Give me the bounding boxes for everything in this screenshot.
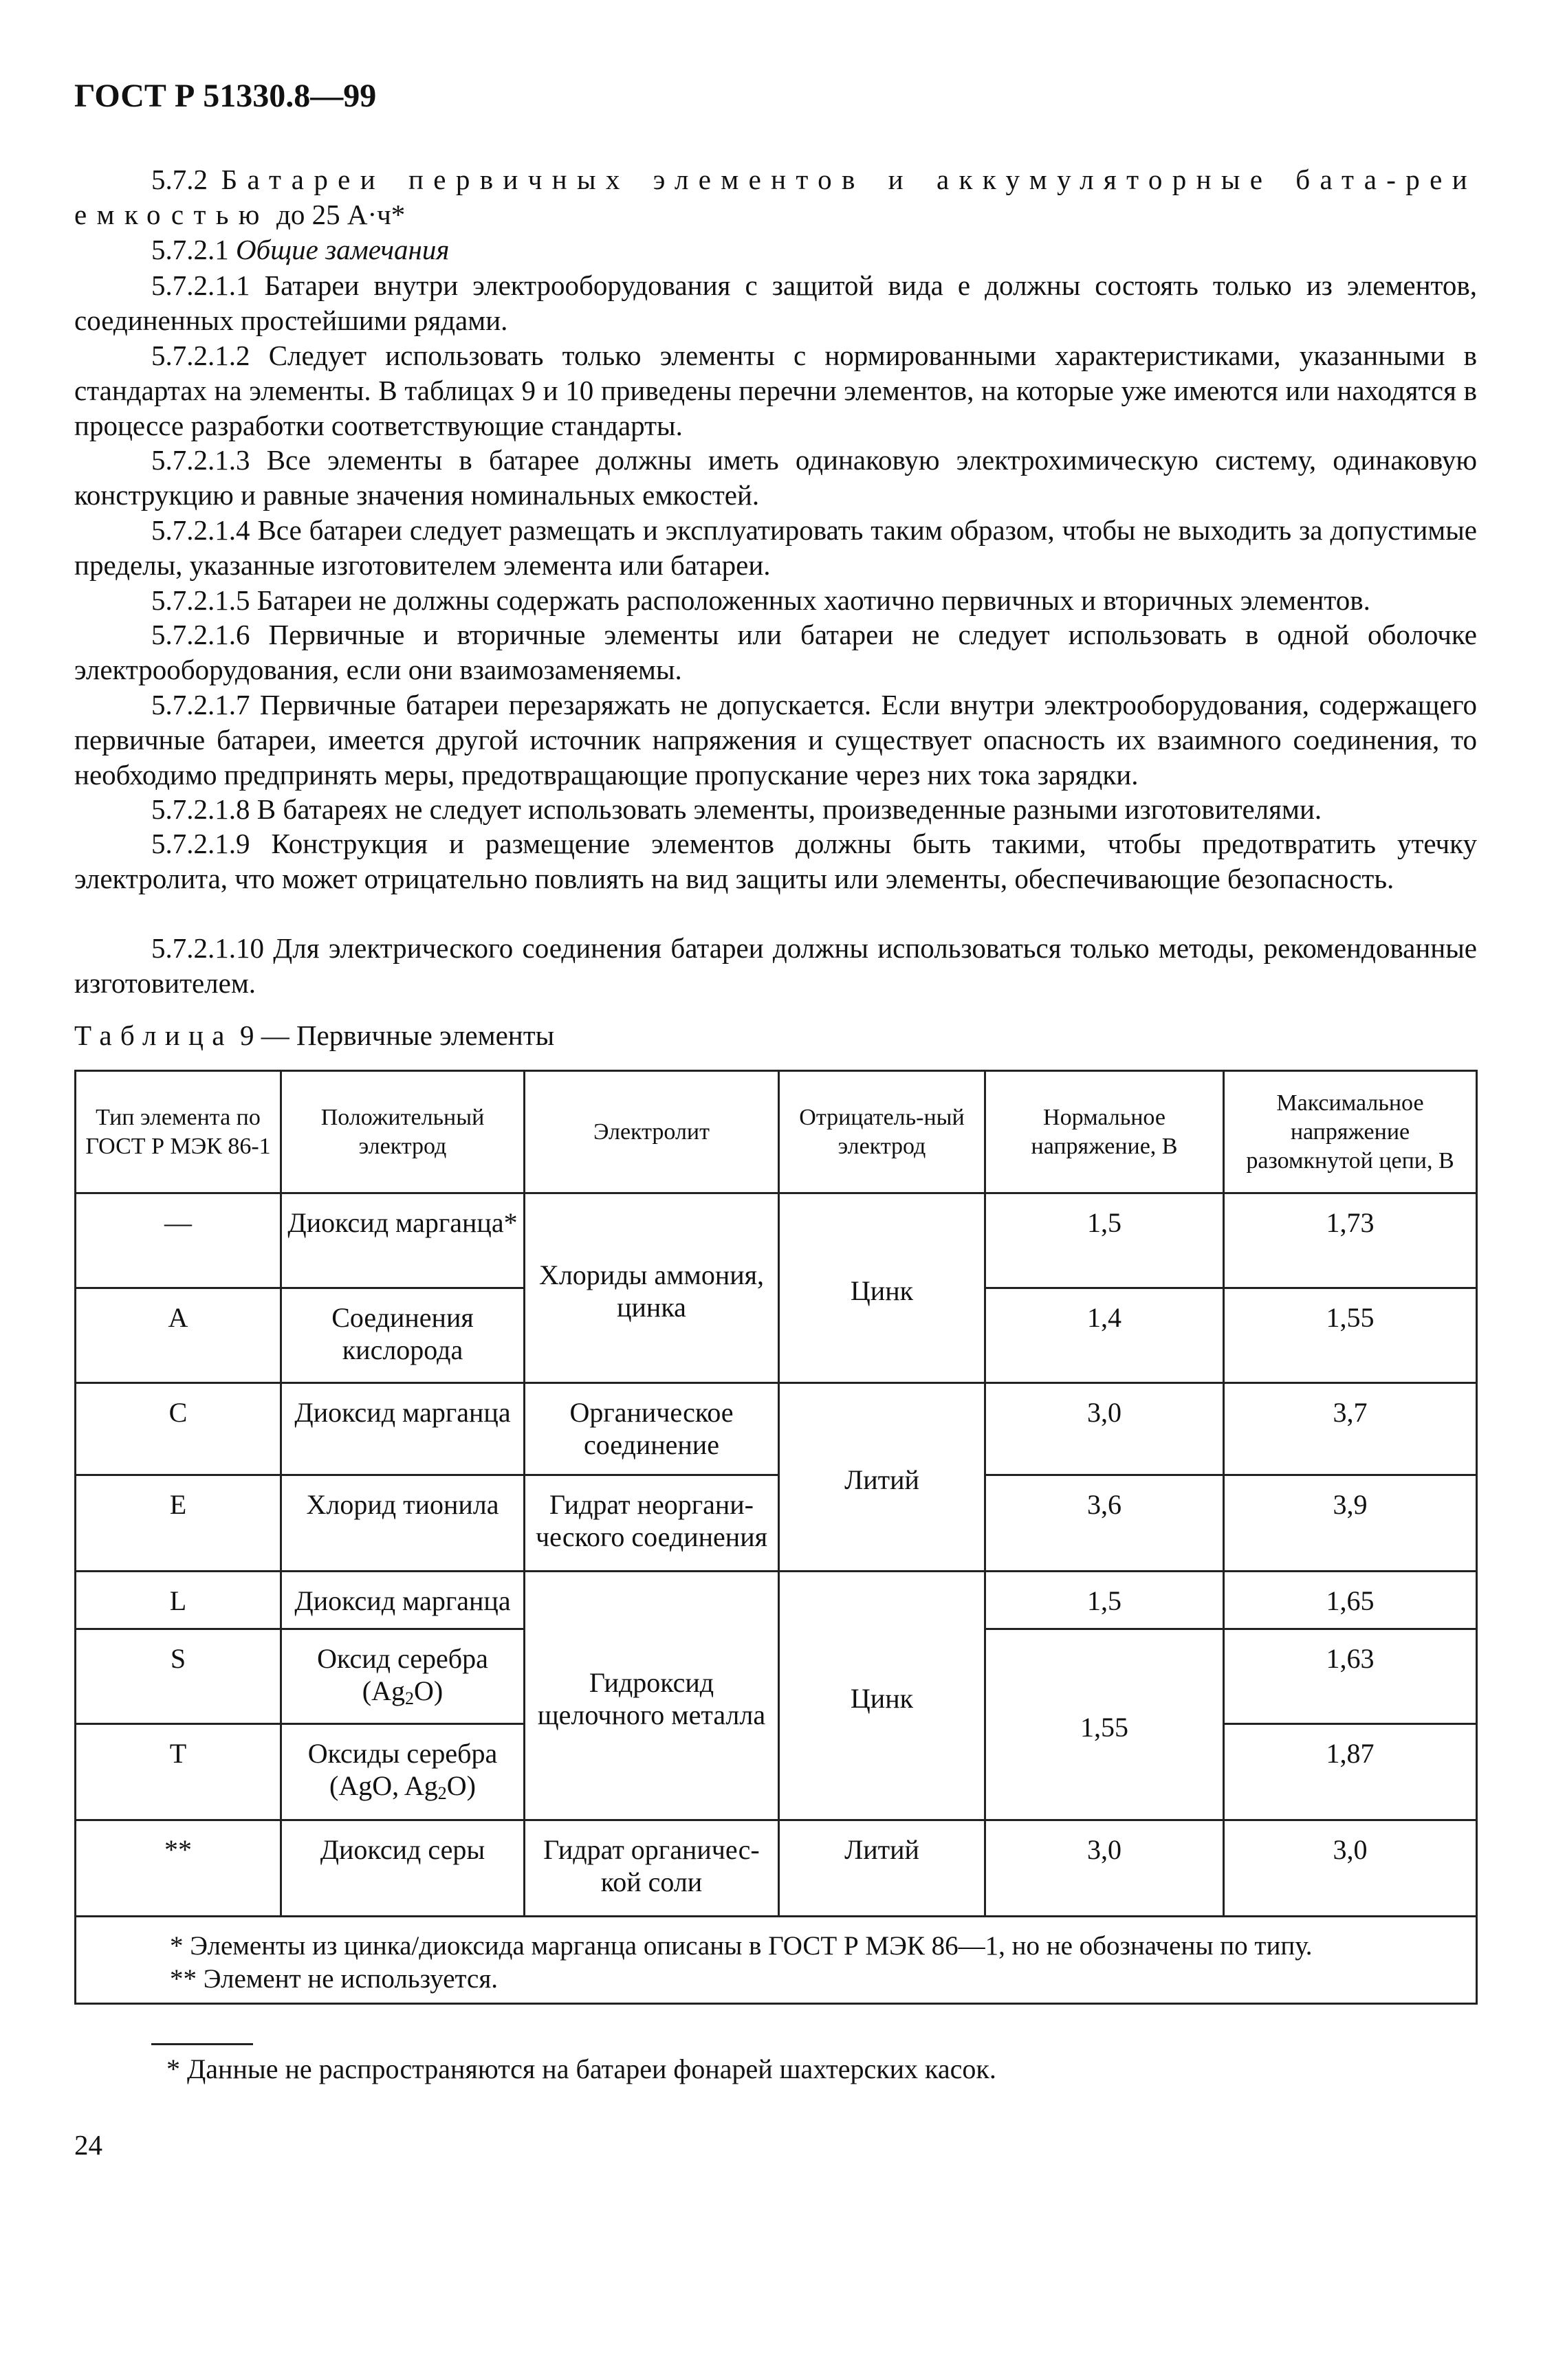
cell-electrolyte-merged: Гидроксид щелочного металла xyxy=(525,1572,779,1820)
subsection-number: 5.7.2.1 xyxy=(151,234,229,265)
cell-positive-formula-end: O) xyxy=(446,1770,476,1801)
cell-positive-formula: (AgO, Ag xyxy=(329,1770,438,1801)
table-caption-word: Таблица xyxy=(74,1020,233,1051)
cell-type: A xyxy=(76,1288,281,1383)
document-header: ГОСТ Р 51330.8—99 xyxy=(74,78,377,114)
table-row xyxy=(76,1475,1477,1572)
paragraph-5-7-2-1-5: 5.7.2.1.5 Батареи не должны содержать расположенных хаотично первичных и вторичных элементов. xyxy=(151,584,1370,616)
paragraph-5-7-2-1-8: 5.7.2.1.8 В батареях не следует использовать элементы, произведенные разными изготовителями. xyxy=(151,793,1322,825)
header-nominal-voltage: Нормальное напряжение, В xyxy=(985,1071,1224,1193)
cell-type: E xyxy=(76,1475,281,1572)
cell-positive-formula: (Ag xyxy=(362,1675,405,1706)
page-number: 24 xyxy=(74,2129,102,2161)
table-row xyxy=(76,1383,1477,1475)
table-row xyxy=(76,1572,1477,1629)
cell-type: L xyxy=(76,1572,281,1629)
cell-type: T xyxy=(76,1724,281,1820)
section-title-tail: до 25 А·ч* xyxy=(276,199,406,230)
cell-max: 1,73 xyxy=(1224,1193,1477,1288)
cell-nominal: 1,4 xyxy=(985,1288,1224,1383)
cell-max: 1,63 xyxy=(1224,1629,1477,1724)
paragraph-5-7-2-1-2: 5.7.2.1.2 Следует использовать только элементы с нормированными характеристиками, указанными в стандартах на элементы. В таблицах 9 и 10 приведены перечни элементов, на которые уже имеются или находятся в процессе разработки соответствующие стандарты. xyxy=(74,340,1477,441)
cell-positive-text: Оксиды серебра xyxy=(307,1738,498,1769)
header-negative-electrode: Отрицатель-ный электрод xyxy=(779,1071,985,1193)
cell-positive-text: Оксид серебра xyxy=(317,1643,488,1674)
table-header-row xyxy=(76,1071,1477,1193)
cell-max: 1,65 xyxy=(1224,1572,1477,1629)
cell-type: — xyxy=(76,1193,281,1288)
section-heading xyxy=(74,162,1477,232)
section-title: Батареи первичных элементов и аккумуляторные бата-реи емкостью xyxy=(74,164,1477,230)
cell-positive-formula-end: O) xyxy=(414,1675,444,1706)
cell-max: 1,55 xyxy=(1224,1288,1477,1383)
subsection-title: Общие замечания xyxy=(236,234,450,265)
cell-negative-merged: Цинк xyxy=(779,1193,985,1383)
cell-type: C xyxy=(76,1383,281,1475)
primary-cells-table xyxy=(74,1070,1478,2005)
cell-type: S xyxy=(76,1629,281,1724)
table-notes xyxy=(76,1917,1477,2004)
paragraph-5-7-2-1-6: 5.7.2.1.6 Первичные и вторичные элементы или батареи не следует использовать в одной оболочке электрооборудования, если они взаимозаменяемы. xyxy=(74,619,1477,685)
header-type: Тип элемента по ГОСТ Р МЭК 86-1 xyxy=(76,1071,281,1193)
footnote: * Данные не распространяются на батареи фонарей шахтерских касок. xyxy=(166,2053,996,2084)
table-note-1: * Элементы из цинка/диоксида марганца описаны в ГОСТ Р МЭК 86—1, но не обозначены по типу. xyxy=(170,1931,1313,1961)
cell-electrolyte: Органическое соединение xyxy=(525,1383,779,1475)
cell-nominal: 3,0 xyxy=(985,1383,1224,1475)
cell-max: 1,87 xyxy=(1224,1724,1477,1820)
section-number: 5.7.2 xyxy=(151,164,208,195)
paragraph-5-7-2-1-7: 5.7.2.1.7 Первичные батареи перезаряжать не допускается. Если внутри электрооборудования, содержащего первичные батареи, имеется другой источник напряжения и существует опасность их взаимного соединения, то необходимо предпринять меры, предотвращающие пропускание через них тока зарядки. xyxy=(74,689,1477,791)
paragraph-5-7-2-1-10: 5.7.2.1.10 Для электрического соединения батареи должны использоваться только методы, рекомендованные изготовителем. xyxy=(74,932,1477,999)
cell-electrolyte: Гидрат неоргани-ческого соединения xyxy=(525,1475,779,1572)
paragraph-5-7-2-1-3: 5.7.2.1.3 Все элементы в батарее должны иметь одинаковую электрохимическую систему, одинаковую конструкцию и равные значения номинальных емкостей. xyxy=(74,444,1477,511)
header-positive-electrode: Положительный электрод xyxy=(281,1071,525,1193)
cell-electrolyte: Гидрат органичес-кой соли xyxy=(525,1820,779,1917)
cell-positive: Диоксид марганца* xyxy=(281,1193,525,1288)
cell-negative: Литий xyxy=(779,1820,985,1917)
paragraph-5-7-2-1-4: 5.7.2.1.4 Все батареи следует размещать и эксплуатировать таким образом, чтобы не выходить за допустимые пределы, указанные изготовителем элемента или батареи. xyxy=(74,514,1477,581)
cell-electrolyte-merged: Хлориды аммония, цинка xyxy=(525,1193,779,1383)
table-caption-title: 9 — Первичные элементы xyxy=(239,1020,555,1051)
cell-max: 3,9 xyxy=(1224,1475,1477,1572)
cell-type: ** xyxy=(76,1820,281,1917)
subsection-heading xyxy=(74,232,1477,267)
cell-positive xyxy=(281,1724,525,1820)
table-note-2: ** Элемент не используется. xyxy=(170,1964,499,1994)
cell-positive: Соединения кислорода xyxy=(281,1288,525,1383)
table-notes-row xyxy=(76,1917,1477,2004)
footnote-divider xyxy=(151,2043,253,2045)
cell-nominal: 3,6 xyxy=(985,1475,1224,1572)
formula-subscript: 2 xyxy=(405,1688,414,1708)
cell-nominal: 1,5 xyxy=(985,1572,1224,1629)
header-electrolyte: Электролит xyxy=(525,1071,779,1193)
cell-max: 3,7 xyxy=(1224,1383,1477,1475)
table-row xyxy=(76,1193,1477,1288)
table-caption xyxy=(74,1019,554,1052)
cell-positive xyxy=(281,1629,525,1724)
cell-max: 3,0 xyxy=(1224,1820,1477,1917)
cell-nominal: 1,5 xyxy=(985,1193,1224,1288)
cell-positive: Хлорид тионила xyxy=(281,1475,525,1572)
cell-positive: Диоксид марганца xyxy=(281,1383,525,1475)
cell-positive: Диоксид серы xyxy=(281,1820,525,1917)
paragraph-5-7-2-1-9: 5.7.2.1.9 Конструкция и размещение элементов должны быть такими, чтобы предотвратить утечку электролита, что может отрицательно повлиять на вид защиты или элементы, обеспечивающие безопасность. xyxy=(74,828,1477,894)
cell-nominal: 3,0 xyxy=(985,1820,1224,1917)
header-max-voltage: Максимальное напряжение разомкнутой цепи, В xyxy=(1224,1071,1477,1193)
paragraph-5-7-2-1-1: 5.7.2.1.1 Батареи внутри электрооборудования с защитой вида e должны состоять только из элементов, соединенных простейшими рядами. xyxy=(74,269,1477,336)
cell-nominal-merged: 1,55 xyxy=(985,1629,1224,1820)
cell-positive: Диоксид марганца xyxy=(281,1572,525,1629)
formula-subscript: 2 xyxy=(437,1783,447,1803)
cell-negative-merged: Цинк xyxy=(779,1572,985,1820)
cell-negative-merged: Литий xyxy=(779,1383,985,1572)
table-row xyxy=(76,1820,1477,1917)
